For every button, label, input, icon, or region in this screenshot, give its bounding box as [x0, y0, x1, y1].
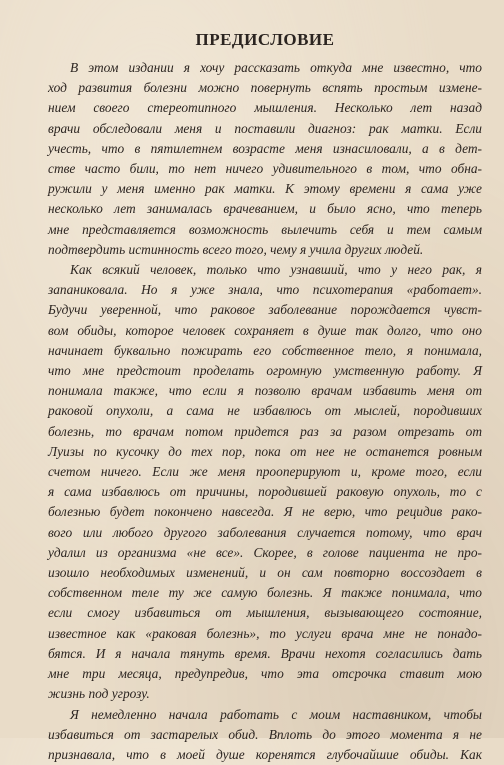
text-line: что мне предстоит проделать огромную умственную работу. Я: [48, 361, 482, 381]
text-line: подтвердить истинность всего того, чему я учила других людей.: [48, 240, 482, 260]
paragraph-1: [48, 58, 482, 260]
text-line: Луизы по кусочку до тех пор, пока от нее не останется ровным: [48, 442, 482, 462]
text-line: В этом издании я хочу рассказать откуда мне известно, что: [48, 58, 482, 78]
text-line: бятся. И я начала тянуть время. Врачи нехотя согласились дать: [48, 644, 482, 664]
text-line: мне представляется возможность вылечить себя и тем самым: [48, 220, 482, 240]
text-line: избавиться от застарелых обид. Вплоть до этого момента я не: [48, 725, 482, 745]
text-line: мне три месяца, предупредив, что эта отсрочка ставит мою: [48, 664, 482, 684]
text-line: вого или любого другого заболевания случается потому, что врач: [48, 523, 482, 543]
text-line: болезнью будет покончено навсегда. Я не верю, что рецидив рако-: [48, 502, 482, 522]
text-line: начинает буквально пожирать его собственное тело, я понимала,: [48, 341, 482, 361]
text-line: понимала также, что если я позволю врачам избавить меня от: [48, 381, 482, 401]
chapter-title: ПРЕДИСЛОВИЕ: [48, 30, 482, 50]
text-line: болезнь, то врачам потом придется раз за разом отрезать от: [48, 422, 482, 442]
text-line: известное как «раковая болезнь», то услуги врача мне не понадо-: [48, 624, 482, 644]
paragraph-3: [48, 705, 482, 765]
text-line: изошло необходимых изменений, и он сам повторно воссоздает в: [48, 563, 482, 583]
text-line: запаниковала. Но я уже знала, что психотерапия «работает».: [48, 280, 482, 300]
text-line: собственном теле ту же самую болезнь. Я также понимала, что: [48, 583, 482, 603]
text-line: удалил из организма «не все». Скорее, в голове пациента не про-: [48, 543, 482, 563]
text-line: ход развития болезни можно повернуть вспять простым измене-: [48, 78, 482, 98]
text-line: несколько лет занималась врачеванием, и было ясно, что теперь: [48, 199, 482, 219]
paragraph-2: [48, 260, 482, 704]
text-line: признавала, что в моей душе коренятся глубочайшие обиды. Как: [48, 745, 482, 765]
text-line: нием своего стереотипного мышления. Несколько лет назад: [48, 98, 482, 118]
text-line: жизнь под угрозу.: [48, 684, 482, 704]
text-line: вом обиды, которое человек сохраняет в душе так долго, что оно: [48, 321, 482, 341]
text-line: стве часто били, то нет ничего удивительного в том, что обна-: [48, 159, 482, 179]
text-line: Будучи уверенной, что раковое заболевание порождается чувст-: [48, 300, 482, 320]
text-line: если смогу избавиться от мышления, вызывающего состояние,: [48, 603, 482, 623]
text-line: врачи обследовали меня и поставили диагноз: рак матки. Если: [48, 119, 482, 139]
text-line: я сама избавлюсь от причины, породившей раковую опухоль, то с: [48, 482, 482, 502]
text-line: Как всякий человек, только что узнавший, что у него рак, я: [48, 260, 482, 280]
text-line: ружили у меня именно рак матки. К этому времени я сама уже: [48, 179, 482, 199]
body-text: [48, 58, 482, 765]
text-line: учесть, что в пятилетнем возрасте меня изнасиловали, а в дет-: [48, 139, 482, 159]
text-line: раковой опухоли, а сама не избавлюсь от мыслей, породивших: [48, 401, 482, 421]
text-line: счетом ничего. Если же меня прооперируют и, кроме того, если: [48, 462, 482, 482]
text-line: Я немедленно начала работать с моим наставником, чтобы: [48, 705, 482, 725]
